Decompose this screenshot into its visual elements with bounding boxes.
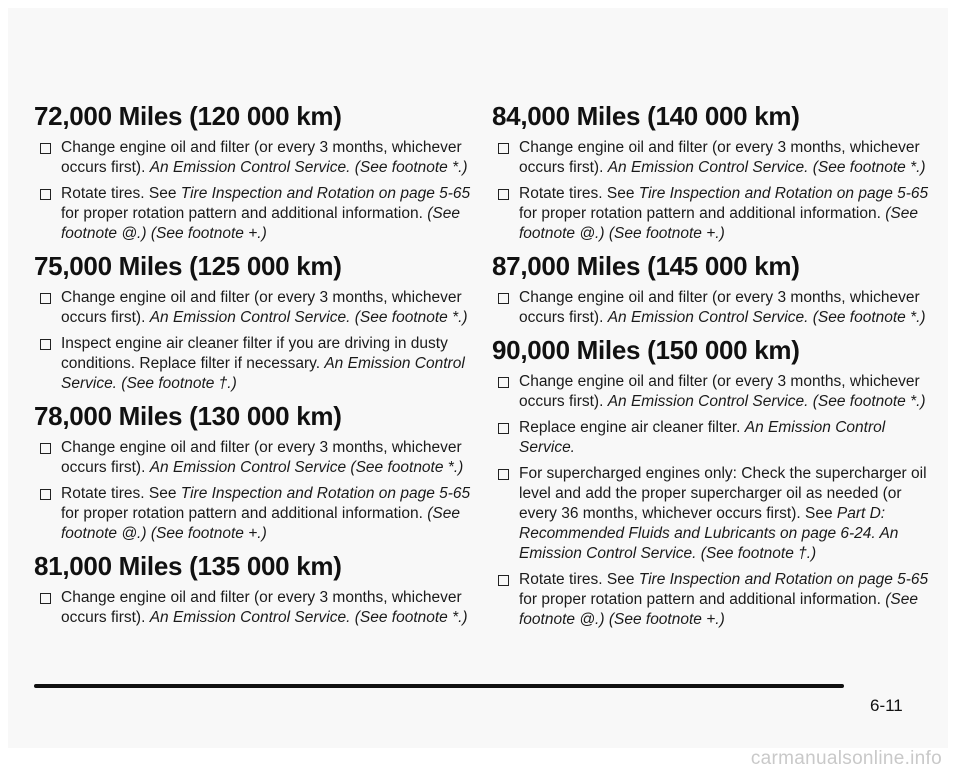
item-text: Change engine oil and filter (or every 3 months, whichever occurs first). — [61, 439, 462, 476]
section-heading: 90,000 Miles (150 000 km) — [492, 335, 800, 365]
checklist-item — [492, 138, 932, 178]
checklist-item — [492, 464, 932, 564]
item-text: Rotate tires. See — [519, 571, 639, 588]
item-text: for proper rotation pattern and additional information. — [61, 505, 428, 522]
left-column — [34, 100, 474, 634]
checklist-item — [492, 570, 932, 630]
checklist-item — [492, 184, 932, 244]
page-number: 6-11 — [870, 696, 903, 715]
item-reference-text: Tire Inspection and Rotation on page 5-65 — [180, 185, 471, 202]
checklist-item — [34, 288, 474, 328]
right-column — [492, 100, 932, 636]
checklist-item — [34, 484, 474, 544]
item-text: for proper rotation pattern and additional information. — [61, 205, 428, 222]
maintenance-section — [34, 250, 474, 394]
checkbox-icon — [40, 443, 51, 454]
maintenance-section — [34, 550, 474, 628]
item-text: for proper rotation pattern and additional information. — [519, 591, 886, 608]
checkbox-icon — [40, 593, 51, 604]
item-text: Rotate tires. See — [519, 185, 639, 202]
section-heading: 72,000 Miles (120 000 km) — [34, 101, 342, 131]
checkbox-icon — [40, 189, 51, 200]
checkbox-icon — [498, 469, 509, 480]
item-text: For supercharged engines only: Check the supercharger oil level and add the proper supercharger oil as needed (or every 36 months, whichever occurs first). See — [519, 465, 927, 522]
checkbox-icon — [40, 293, 51, 304]
item-reference-text: Tire Inspection and Rotation on page 5-65 — [638, 571, 929, 588]
checklist-item — [34, 438, 474, 478]
item-text: Change engine oil and filter (or every 3 months, whichever occurs first). — [519, 289, 920, 326]
item-text: Change engine oil and filter (or every 3 months, whichever occurs first). — [61, 289, 462, 326]
item-reference-text: An Emission Control Service. (See footnote *.) — [607, 159, 926, 176]
watermark-text: carmanualsonline.info — [750, 748, 942, 769]
checkbox-icon — [498, 423, 509, 434]
item-reference-text: An Emission Control Service. (See footnote †.) — [61, 355, 465, 392]
maintenance-section — [492, 334, 932, 630]
checklist-item — [34, 588, 474, 628]
checkbox-icon — [498, 377, 509, 388]
item-reference-text: (See footnote @.) (See footnote +.) — [61, 505, 460, 542]
checklist-item — [492, 288, 932, 328]
checklist-item — [34, 334, 474, 394]
item-text: Inspect engine air cleaner filter if you are driving in dusty conditions. Replace filter if necessary. — [61, 335, 448, 372]
item-reference-text: An Emission Control Service. (See footnote *.) — [607, 393, 926, 410]
footer-rule — [34, 684, 844, 688]
item-text: for proper rotation pattern and additional information. — [519, 205, 886, 222]
item-reference-text: An Emission Control Service. (See footnote *.) — [149, 609, 468, 626]
section-heading: 81,000 Miles (135 000 km) — [34, 551, 342, 581]
item-reference-text: Tire Inspection and Rotation on page 5-65 — [638, 185, 929, 202]
item-text: Change engine oil and filter (or every 3 months, whichever occurs first). — [61, 589, 462, 626]
item-reference-text: An Emission Control Service. (See footnote *.) — [607, 309, 926, 326]
item-reference-text: Part D: Recommended Fluids and Lubricants on page 6-24. An Emission Control Service. (See footnote †.) — [519, 505, 899, 562]
item-text: Change engine oil and filter (or every 3 months, whichever occurs first). — [519, 373, 920, 410]
maintenance-section — [492, 100, 932, 244]
item-reference-text: An Emission Control Service. (See footnote *.) — [149, 159, 468, 176]
item-text: Change engine oil and filter (or every 3 months, whichever occurs first). — [519, 139, 920, 176]
section-heading: 75,000 Miles (125 000 km) — [34, 251, 342, 281]
item-reference-text: (See footnote @.) (See footnote +.) — [519, 591, 918, 628]
section-heading: 87,000 Miles (145 000 km) — [492, 251, 800, 281]
checkbox-icon — [498, 189, 509, 200]
section-heading: 78,000 Miles (130 000 km) — [34, 401, 342, 431]
checklist-item — [492, 418, 932, 458]
maintenance-section — [34, 400, 474, 544]
item-reference-text: (See footnote @.) (See footnote +.) — [61, 205, 460, 242]
checkbox-icon — [498, 575, 509, 586]
item-reference-text: An Emission Control Service. (See footnote *.) — [149, 309, 468, 326]
checklist-item — [34, 184, 474, 244]
checkbox-icon — [40, 339, 51, 350]
checklist-item — [492, 372, 932, 412]
maintenance-section — [34, 100, 474, 244]
checkbox-icon — [498, 293, 509, 304]
checklist-item — [34, 138, 474, 178]
checkbox-icon — [40, 143, 51, 154]
item-reference-text: An Emission Control Service. — [519, 419, 886, 456]
checkbox-icon — [498, 143, 509, 154]
section-heading: 84,000 Miles (140 000 km) — [492, 101, 800, 131]
checkbox-icon — [40, 489, 51, 500]
manual-page — [8, 8, 948, 748]
item-text: Rotate tires. See — [61, 485, 181, 502]
item-text: Replace engine air cleaner filter. — [519, 419, 745, 436]
item-text: Rotate tires. See — [61, 185, 181, 202]
item-reference-text: Tire Inspection and Rotation on page 5-65 — [180, 485, 471, 502]
maintenance-section — [492, 250, 932, 328]
item-reference-text: An Emission Control Service (See footnote *.) — [149, 459, 464, 476]
item-reference-text: (See footnote @.) (See footnote +.) — [519, 205, 918, 242]
item-text: Change engine oil and filter (or every 3 months, whichever occurs first). — [61, 139, 462, 176]
